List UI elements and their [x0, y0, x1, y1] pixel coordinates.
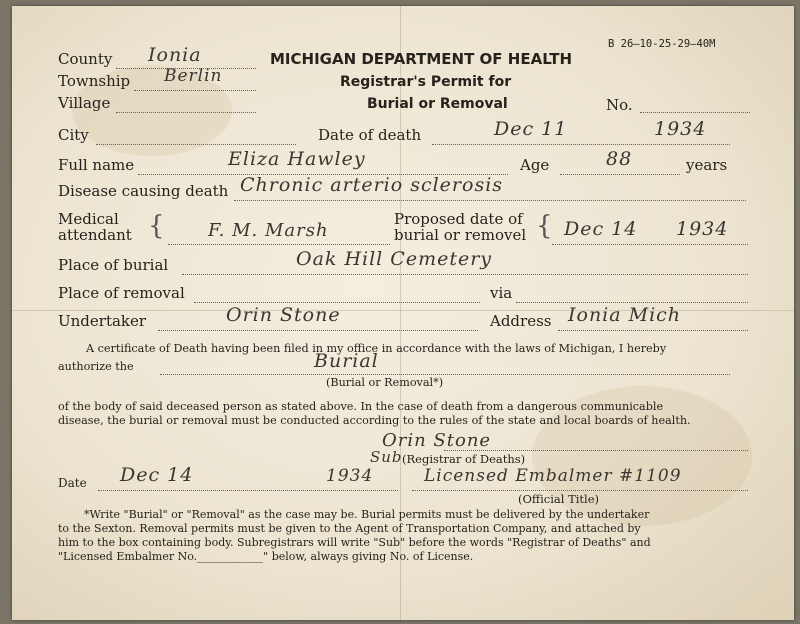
county-label: County — [58, 50, 113, 68]
sub-prefix: Sub — [370, 448, 403, 466]
official-title-line — [412, 490, 748, 491]
township-line — [134, 90, 256, 91]
date-of-death-month: Dec 11 — [494, 118, 568, 140]
age-label: Age — [520, 156, 550, 174]
date-month: Dec 14 — [120, 464, 194, 486]
date-line — [98, 490, 398, 491]
disease-label: Disease causing death — [58, 182, 229, 200]
authorize-value: Burial — [314, 350, 379, 372]
official-title-caption: (Official Title) — [518, 492, 600, 506]
township-value: Berlin — [164, 66, 223, 86]
place-of-burial-line — [182, 274, 748, 275]
address-line — [558, 330, 748, 331]
registrar-caption: (Registrar of Deaths) — [402, 452, 526, 466]
village-line — [116, 112, 256, 113]
township-label: Township — [58, 72, 131, 90]
form-code: B 26—10-25-29—40M — [608, 38, 716, 50]
undertaker-value: Orin Stone — [226, 304, 341, 326]
footnote-line3: him to the box containing body. Subregistrars will write "Sub" before the words "Registrar of Deaths" and — [58, 536, 651, 549]
undertaker-line — [158, 330, 478, 331]
place-of-burial-label: Place of burial — [58, 256, 169, 274]
city-line — [96, 144, 296, 145]
department-title: MICHIGAN DEPARTMENT OF HEALTH — [270, 50, 573, 68]
address-label: Address — [490, 312, 552, 330]
certificate-line2: of the body of said deceased person as stated above. In the case of death from a dangerous communicable — [58, 400, 664, 413]
city-label: City — [58, 126, 89, 144]
proposed-label-line2: burial or removel — [394, 226, 527, 244]
date-of-death-line — [432, 144, 730, 145]
age-line — [560, 174, 680, 175]
official-title-value: Licensed Embalmer #1109 — [424, 466, 682, 486]
certificate-line3: disease, the burial or removal must be conducted according to the rules of the state and local boards of health. — [58, 414, 691, 427]
proposed-month: Dec 14 — [564, 218, 638, 240]
proposed-label-line1: Proposed date of — [394, 210, 523, 228]
permit-subtitle: Burial or Removal — [367, 96, 508, 112]
footnote-line2: to the Sexton. Removal permits must be given to the Agent of Transportation Company, and attached by — [58, 522, 641, 535]
county-value: Ionia — [148, 44, 202, 66]
permit-title: Registrar's Permit for — [340, 74, 512, 90]
authorize-line — [160, 374, 730, 375]
place-of-removal-line — [194, 302, 480, 303]
date-of-death-year: 1934 — [654, 118, 707, 140]
authorize-label: authorize the — [58, 360, 134, 373]
full-name-value: Eliza Hawley — [228, 148, 366, 170]
medical-value: F. M. Marsh — [208, 220, 329, 241]
years-label: years — [686, 156, 728, 174]
brace-icon: { — [536, 211, 553, 241]
place-of-burial-value: Oak Hill Cemetery — [296, 248, 493, 270]
disease-line — [234, 200, 746, 201]
certificate-line1: A certificate of Death having been filed in my office in accordance with the laws of Michigan, I hereby — [86, 342, 667, 355]
proposed-line — [552, 244, 748, 245]
disease-value: Chronic arterio sclerosis — [240, 174, 504, 196]
permit-number-label: No. — [606, 96, 633, 114]
via-line — [516, 302, 748, 303]
date-label: Date — [58, 476, 87, 490]
via-label: via — [490, 284, 513, 302]
village-label: Village — [58, 94, 111, 112]
date-of-death-label: Date of death — [318, 126, 422, 144]
burial-permit-form — [12, 6, 794, 620]
place-of-removal-label: Place of removal — [58, 284, 185, 302]
brace-icon: { — [148, 211, 165, 241]
date-year: 1934 — [326, 466, 374, 486]
authorize-caption: (Burial or Removal*) — [326, 376, 444, 389]
footnote-line4: "Licensed Embalmer No.____________" below, always giving No. of License. — [58, 550, 474, 563]
permit-number-line — [640, 112, 750, 113]
full-name-label: Full name — [58, 156, 135, 174]
medical-label-line2: attendant — [58, 226, 132, 244]
address-value: Ionia Mich — [568, 304, 682, 326]
footnote-line1: *Write "Burial" or "Removal" as the case may be. Burial permits must be delivered by the undertaker — [84, 508, 650, 521]
medical-line — [168, 244, 390, 245]
medical-label-line1: Medical — [58, 210, 119, 228]
undertaker-label: Undertaker — [58, 312, 147, 330]
age-value: 88 — [606, 148, 633, 170]
registrar-signature: Orin Stone — [382, 430, 492, 451]
proposed-year: 1934 — [676, 218, 729, 240]
